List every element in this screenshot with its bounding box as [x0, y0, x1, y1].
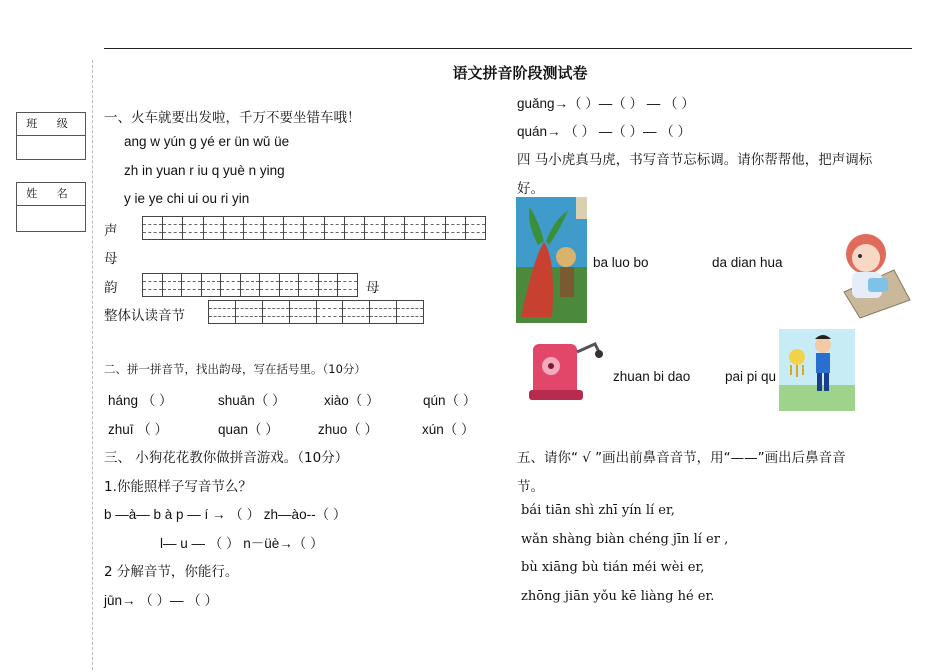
writing-cell[interactable]	[221, 274, 241, 296]
q4-word-2: da dian hua	[712, 255, 783, 270]
name-box	[16, 182, 86, 232]
q5-line-4: zhōng jiān yǒu kē liàng hé er.	[521, 589, 715, 604]
writing-cell[interactable]	[317, 301, 344, 323]
writing-cell[interactable]	[182, 274, 202, 296]
class-box	[16, 112, 86, 160]
writing-cell[interactable]	[343, 301, 370, 323]
q4-word-1: ba luo bo	[593, 255, 649, 270]
sheng-label: 声	[104, 223, 118, 239]
binding-margin-line	[92, 60, 93, 670]
writing-cell[interactable]	[241, 274, 261, 296]
q3-sub1: 1.你能照样子写音节么？	[104, 479, 252, 495]
writing-cell[interactable]	[299, 274, 319, 296]
writing-cell[interactable]	[466, 217, 485, 239]
yun-label: 韵	[104, 280, 118, 296]
q1-heading: 一、火车就要出发啦，千万不要坐错车哦！	[104, 110, 361, 126]
writing-cell[interactable]	[236, 301, 263, 323]
writing-cell[interactable]	[202, 274, 222, 296]
shengmu-writing-grid[interactable]	[142, 216, 486, 240]
writing-cell[interactable]	[209, 301, 236, 323]
writing-cell[interactable]	[284, 217, 304, 239]
writing-cell[interactable]	[397, 301, 423, 323]
writing-cell[interactable]	[365, 217, 385, 239]
q5-heading-line-1: 五、请你“ √ ”画出前鼻音音节，用“——”画出后鼻音音	[517, 450, 846, 466]
mu-label: 母	[104, 251, 118, 267]
q3-sub2: 2 分解音节，你能行。	[104, 564, 239, 580]
q4-heading-line-1: 四 马小虎真马虎，书写音节忘标调。请你帮帮他，把声调标	[517, 152, 873, 168]
writing-cell[interactable]	[163, 274, 183, 296]
name-label: 姓 名	[17, 183, 85, 206]
q5-line-2: wǎn shàng biàn chéng jīn lí er ,	[521, 532, 729, 547]
boy-ball-picture	[779, 329, 855, 411]
q3-example-1: b —à— b à p — í → （ ） zh—ào--（ ）	[104, 507, 347, 522]
writing-cell[interactable]	[290, 301, 317, 323]
q5-heading-line-2: 节。	[517, 479, 544, 495]
writing-cell[interactable]	[370, 301, 397, 323]
writing-cell[interactable]	[405, 217, 425, 239]
writing-cell[interactable]	[446, 217, 466, 239]
writing-cell[interactable]	[425, 217, 445, 239]
yunmu-writing-grid[interactable]	[142, 273, 358, 297]
writing-cell[interactable]	[143, 217, 163, 239]
writing-cell[interactable]	[260, 274, 280, 296]
q2-r2-item-4: xún（ ）	[422, 422, 475, 437]
q4-heading-line-2: 好。	[517, 181, 544, 197]
writing-cell[interactable]	[345, 217, 365, 239]
q2-r2-item-3: zhuo（ ）	[318, 422, 379, 437]
q2-r1-item-3: xiào（ ）	[324, 393, 380, 408]
writing-cell[interactable]	[280, 274, 300, 296]
q2-r1-item-4: qún（ ）	[423, 393, 477, 408]
yunmu-suffix-label: 母	[366, 280, 380, 296]
q3-guang: guǎng→（ ）—（ ） — （ ）	[517, 96, 695, 111]
zhengti-label: 整体认读音节	[104, 308, 185, 324]
q5-line-1: bái tiān shì zhī yín lí er,	[521, 503, 675, 518]
q3-quan: quán→ （ ） —（ ）— （ ）	[517, 124, 692, 139]
zhengti-writing-grid[interactable]	[208, 300, 424, 324]
page-title: 语文拼音阶段测试卷	[452, 64, 588, 82]
writing-cell[interactable]	[263, 301, 290, 323]
writing-cell[interactable]	[163, 217, 183, 239]
class-label: 班 级	[17, 113, 85, 136]
q2-r1-item-1: háng （ ）	[108, 393, 173, 408]
writing-cell[interactable]	[224, 217, 244, 239]
writing-cell[interactable]	[385, 217, 405, 239]
q2-r2-item-2: quan（ ）	[218, 422, 279, 437]
girl-phone-picture	[838, 230, 912, 320]
q4-word-4: pai pi qu	[725, 369, 777, 384]
writing-cell[interactable]	[304, 217, 324, 239]
q5-line-3: bù xiāng bù tián méi wèi er,	[521, 560, 705, 575]
q2-r1-item-2: shuān（ ）	[218, 393, 286, 408]
writing-cell[interactable]	[204, 217, 224, 239]
q1-line-3: y ie ye chi ui ou ri yin	[124, 191, 250, 206]
carrot-picture	[516, 197, 587, 323]
writing-cell[interactable]	[264, 217, 284, 239]
writing-cell[interactable]	[183, 217, 203, 239]
q1-line-1: ang w yún g yé er ün wǔ üe	[124, 134, 290, 149]
writing-cell[interactable]	[319, 274, 339, 296]
pencil-sharpener-picture	[521, 334, 605, 404]
writing-cell[interactable]	[143, 274, 163, 296]
header-rule	[104, 48, 912, 49]
q3-heading: 三、 小狗花花教你做拼音游戏。（10分）	[104, 450, 349, 466]
q2-r2-item-1: zhuī （ ）	[108, 422, 169, 437]
writing-cell[interactable]	[325, 217, 345, 239]
q3-example-2: l— u — （ ） n－üè→（ ）	[160, 536, 324, 551]
q2-heading: 二、拼一拼音节，找出韵母，写在括号里。（10分）	[104, 362, 366, 376]
writing-cell[interactable]	[244, 217, 264, 239]
q3-jun: jūn→ （ ）— （ ）	[104, 593, 219, 608]
q1-line-2: zh in yuan r iu q yuè n ying	[124, 163, 285, 178]
writing-cell[interactable]	[338, 274, 357, 296]
q4-word-3: zhuan bi dao	[613, 369, 691, 384]
